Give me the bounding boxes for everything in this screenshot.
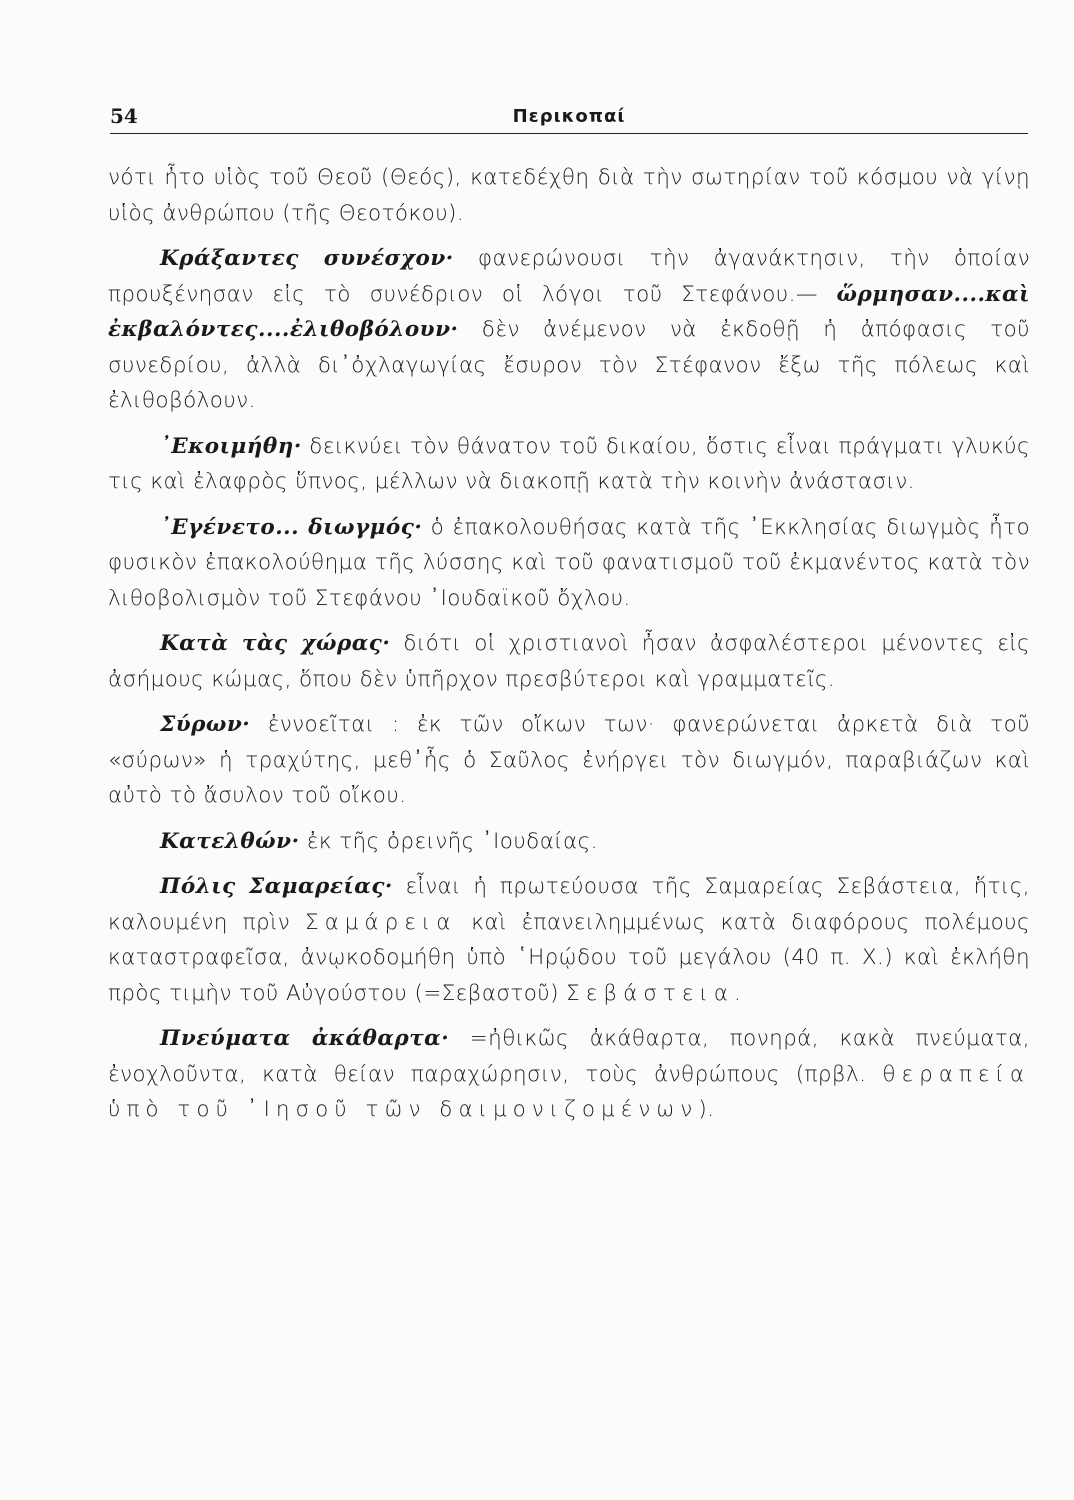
- glossary-term: Πνεύματα ἀκάθαρτα·: [160, 1026, 450, 1051]
- paragraph: [108, 707, 1030, 814]
- paragraph: [108, 510, 1030, 617]
- text-segment: διότι οἱ χριστιανοὶ ἦσαν ἀσφαλέστεροι μένοντες εἰς ἀσήμους κώμας, ὅπου δὲν ὑπῆρχον πρεσβύτεροι καὶ γραμματεῖς.: [108, 631, 1030, 692]
- text-segment: =ἠθικῶς ἀκάθαρτα, πονηρά, κακὰ πνεύματα, ἐνοχλοῦντα, κατὰ θείαν παραχώρησιν, τοὺς ἀνθρώπους (πρβλ.: [108, 1026, 1030, 1087]
- text-segment: εἶναι ἡ πρωτεύουσα τῆς Σαμαρείας Σεβάστεια, ἥτις, καλουμένη πρὶν: [108, 874, 1030, 935]
- paragraph: [108, 869, 1030, 1011]
- spaced-text: Σαμάρεια: [305, 909, 457, 935]
- text-segment: καὶ ἐπανειλημμένως κατὰ διαφόρους πολέμους καταστραφεῖσα, ἀνῳκοδομήθη ὑπὸ ῾Ηρῴδου τοῦ μεγάλου (40 π. Χ.) καὶ ἐκλήθη πρὸς τιμὴν τοῦ Αὐγούστου (=Σεβαστοῦ): [108, 909, 1030, 1006]
- text-segment: ἐκ τῆς ὀρεινῆς ᾽Ιουδαίας.: [299, 828, 598, 854]
- spaced-text: Σεβάστεια.: [566, 980, 747, 1006]
- header-rule: [110, 133, 1028, 134]
- text-segment: δεικνύει τὸν θάνατον τοῦ δικαίου, ὅστις εἶναι πράγματι γλυκύς τις καὶ ἐλαφρὸς ὕπνος, μέλλων νὰ διακοπῇ κατὰ τὴν κοινὴν ἀνάστασιν.: [108, 433, 1030, 494]
- paragraph: [108, 160, 1030, 231]
- page-number: 54: [110, 104, 138, 128]
- glossary-term: Πόλις Σαμαρείας·: [160, 874, 393, 899]
- text-segment: ).: [698, 1097, 715, 1122]
- text-segment: ὁ ἐπακολουθήσας κατὰ τῆς ᾽Εκκλησίας διωγμὸς ἦτο φυσικὸν ἐπακολούθημα τῆς λύσσης καὶ τοῦ φανατισμοῦ τοῦ ἐκμανέντος κατὰ τὸν λιθοβολισμὸν τοῦ Στεφάνου ᾽Ιουδαϊκοῦ ὄχλου.: [108, 514, 1031, 611]
- paragraph: [108, 1021, 1030, 1128]
- running-title: Περικοπαί: [512, 106, 626, 127]
- glossary-term: ὥρμησαν....καὶ ἐκβαλόντες....ἐλιθοβόλουν·: [108, 281, 1030, 342]
- text-segment: φανερώνουσι τὴν ἀγανάκτησιν, τὴν ὁποίαν προυξένησαν εἰς τὸ συνέδριον οἱ λόγοι τοῦ Στεφάνου.—: [108, 246, 1030, 307]
- page-header: [110, 100, 1028, 136]
- paragraph: [108, 626, 1030, 697]
- text-segment: ἐννοεῖται : ἐκ τῶν οἴκων των· φανερώνεται ἀρκετὰ διὰ τοῦ «σύρων» ἡ τραχύτης, μεθ᾽ἧς ὁ Σαῦλος ἐνήργει τὸν διωγμόν, παραβιάζων καὶ αὐτὸ τὸ ἄσυλον τοῦ οἴκου.: [108, 712, 1030, 808]
- spaced-text: θεραπεία ὑπὸ τοῦ ᾽Ιησοῦ τῶν δαιμονιζομένων: [108, 1061, 1030, 1122]
- text-segment: δὲν ἀνέμενον νὰ ἐκδοθῇ ἡ ἀπόφασις τοῦ συνεδρίου, ἀλλὰ δι᾽ὀχλαγωγίας ἔσυρον τὸν Στέφανον ἔξω τῆς πόλεως καὶ ἐλιθοβόλουν.: [108, 317, 1030, 413]
- body-text: [108, 160, 1030, 1138]
- glossary-term: ᾽Εγένετο... διωγμός·: [160, 514, 423, 540]
- text-segment: νότι ἦτο υἱὸς τοῦ Θεοῦ (Θεός), κατεδέχθη διὰ τὴν σωτηρίαν τοῦ κόσμου νὰ γίνῃ υἱὸς ἀνθρώπου (τῆς Θεοτόκου).: [108, 165, 1030, 226]
- paragraph: [108, 241, 1030, 419]
- glossary-term: Κράξαντες συνέσχον·: [160, 246, 454, 271]
- glossary-term: Κατελθών·: [160, 828, 300, 854]
- glossary-term: ᾽Εκοιμήθη·: [160, 433, 302, 459]
- glossary-term: Σύρων·: [160, 712, 251, 737]
- paragraph: [108, 429, 1030, 500]
- paragraph: [108, 824, 1030, 860]
- glossary-term: Κατὰ τὰς χώρας·: [160, 631, 391, 656]
